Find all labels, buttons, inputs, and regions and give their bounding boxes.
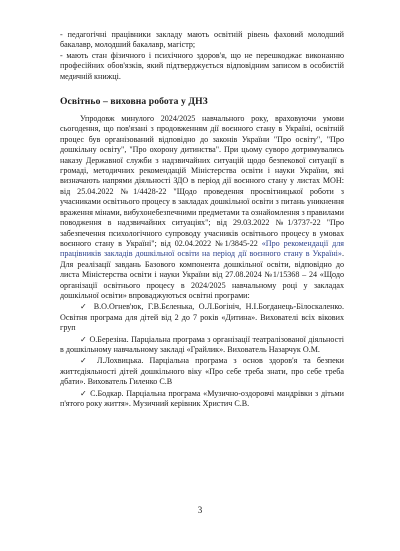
program-text: О.Березіна. Парціальна програма з організації театралізованої діяльності в дошкільному навчальному закладі «Грайлик». Вихователь Назарчук О.М. <box>60 334 344 354</box>
program-text: Л.Лохвицька. Парціальна програма з основ здоров'я та безпеки життєдіяльності дітей дошкільного віку «Про себе треба знати, про себе треба дбати». Вихователь Гиленко С.В <box>60 356 344 387</box>
intro-item: - педагогічні працівники закладу мають освітній рівень фаховий молодший бакалавр, молодший бакалавр, магістр; <box>60 30 344 50</box>
program-list-item <box>60 302 344 333</box>
section-heading: Освітньо – виховна робота у ДНЗ <box>60 96 208 108</box>
checkmark-icon: ✓ <box>80 302 94 312</box>
program-list-item <box>60 335 344 356</box>
checkmark-icon: ✓ <box>80 388 91 398</box>
main-paragraph-part1: Упродовж минулого 2024/2025 навчального року, враховуючи умови сьогодення, що пов'язані з продовженням дії воєнного стану в Україні, освітній процес був організований відповідно до законів України "Про освіту", "Про дошкільну освіту", "Про охорону дитинства". При цьому суворо дотримувались наказу Державної служби з надзвичайних ситуацій щодо безпекової ситуації в громаді, методичних рекомендацій Міністерства освіти і науки України, які визначають напрями діяльності ЗДО в період дії воєнного стану у листах МОН: від 25.04.2022 №1/4428-22 "Щодо проведення просвітницької роботи з учасниками освітнього процесу в закладах дошкільної освіти з питань уникнення враження мінами, вибухонебезпечними предметами та ознайомлення з правилами поводження в надзвичайних ситуаціях"; від 29.03.2022 №1/3737-22 "Про забезпечення психологічного супроводу учасників освітнього процесу в умовах воєнного стану в Україні"; від 02.04.2022 №1/3845-22 <box>60 114 344 248</box>
checkmark-icon: ✓ <box>80 356 98 366</box>
main-paragraph <box>60 114 344 301</box>
intro-item: - мають стан фізичного і психічного здоров'я, що не перешкоджає виконанню професійних обов'язків, який підтверджується відповідним записом в особистій медичній книжці. <box>60 50 344 81</box>
main-paragraph-part2: . Для реалізації завдань Базового компонента дошкільної освіти, відповідно до листа Міністерства освіти і науки України від 27.08.2024 №1/15368 – 24 «Щодо організації освітнього процесу в 2024/2025 навчальному році у закладах дошкільної освіти» впроваджуються освітні програми: <box>60 249 344 300</box>
page-number: 3 <box>197 505 203 515</box>
program-text: В.О.Огнев'юк, Г.В.Бєленька, О.Л.Богініч, Н.І.Богданець-Білоскаленко. Освітня програма для дітей від 2 до 7 років «Дитина». Вихователі всіх вікових груп <box>60 302 344 333</box>
main-paragraph-highlight: «Про рекомендації для працівників закладів дошкільної освіти на період дії воєнного стану в Україні» <box>60 238 344 259</box>
program-list-item <box>60 356 344 387</box>
program-list-item <box>60 389 344 410</box>
program-text: С.Бодкар. Парціальна програма «Музично-оздоровчі мандрівки з дітьми п'ятого року життя». Музичний керівник Христич С.В. <box>60 388 344 408</box>
checkmark-icon: ✓ <box>80 334 90 344</box>
